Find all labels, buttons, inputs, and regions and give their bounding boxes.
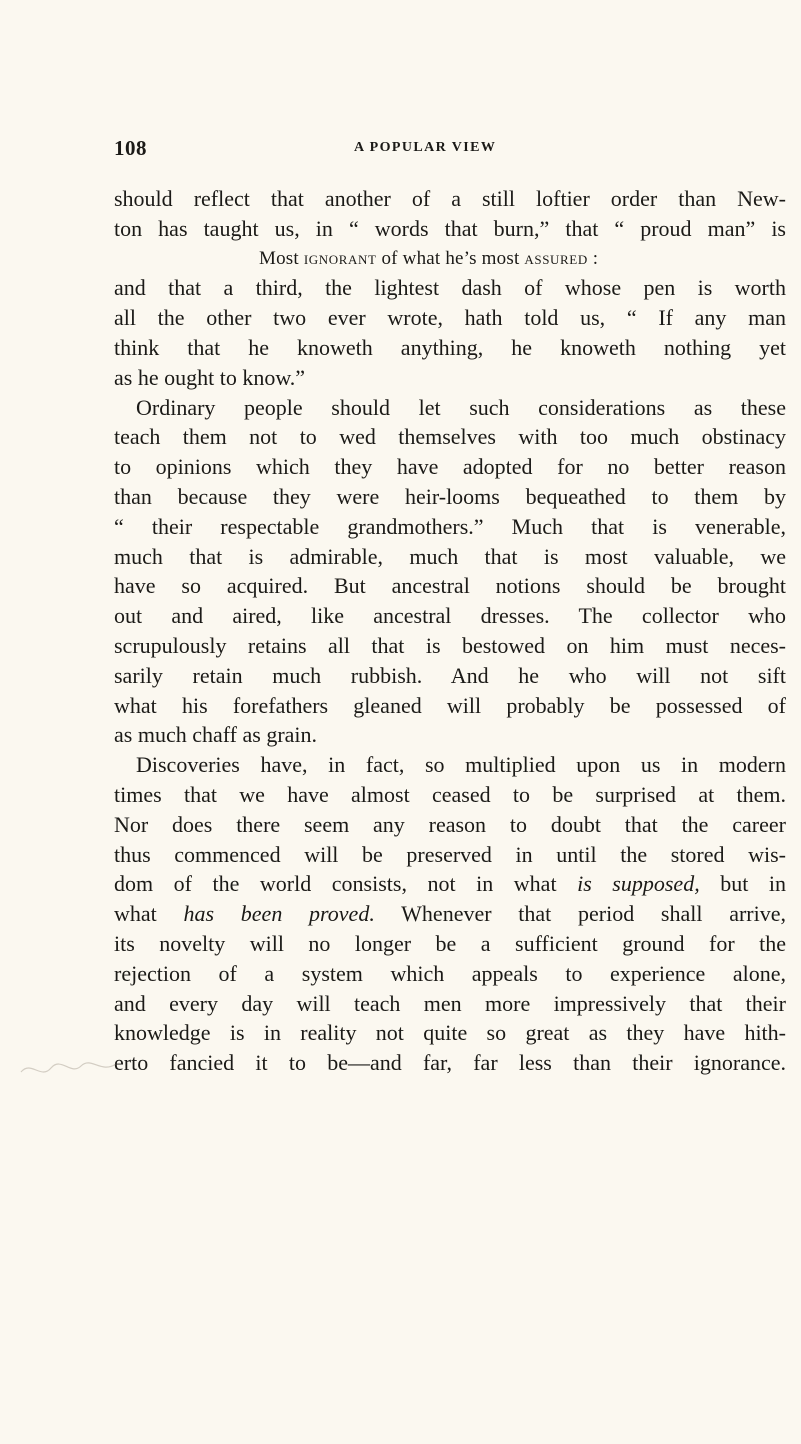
text-run: but in xyxy=(699,871,786,897)
quote-text: Most xyxy=(259,247,304,269)
text-line: ton has taught us, in “ words that burn,” that “ proud man” is xyxy=(114,215,786,241)
text-line: think that he knoweth anything, he knoweth nothing yet xyxy=(114,334,786,360)
bleed-through-mark xyxy=(16,1050,126,1090)
quote-small-caps: ignorant xyxy=(303,247,377,269)
text-line: “ their respectable grandmothers.” Much that is venerable, xyxy=(114,513,786,539)
text-line: times that we have almost ceased to be surprised at them. xyxy=(114,781,786,807)
running-title: A POPULAR VIEW xyxy=(354,140,497,155)
text-line: than because they were heir-looms bequeathed to them by xyxy=(114,483,786,509)
text-run: Whenever that period shall arrive, xyxy=(374,901,786,927)
text-line: out and aired, like ancestral dresses. The collector who xyxy=(114,603,786,629)
text-line: what his forefathers gleaned will probably be possessed of xyxy=(114,692,786,718)
text-line: as he ought to know.” xyxy=(114,364,306,390)
quote-small-caps: assured xyxy=(524,247,588,269)
running-head xyxy=(114,136,774,166)
body-text xyxy=(114,184,786,1078)
text-line: have so acquired. But ancestral notions should be brought xyxy=(114,573,786,599)
text-line: to opinions which they have adopted for no better reason xyxy=(114,454,786,480)
text-run: dom of the world consists, not in what xyxy=(114,871,578,897)
text-run: what xyxy=(114,901,184,927)
text-line: and that a third, the lightest dash of whose pen is worth xyxy=(114,275,786,301)
text-line: should reflect that another of a still loftier order than New- xyxy=(114,186,786,211)
text-line: scrupulously retains all that is bestowed on him must neces- xyxy=(114,632,786,658)
text-line: its novelty will no longer be a sufficient ground for the xyxy=(114,930,786,956)
text-line: as much chaff as grain. xyxy=(114,722,318,748)
text-line: all the other two ever wrote, hath told us, “ If any man xyxy=(114,305,786,331)
text-line: knowledge is in reality not quite so great as they have hith- xyxy=(114,1020,786,1046)
italic-text: is supposed, xyxy=(577,871,700,897)
page-number: 108 xyxy=(114,136,147,160)
text-line: Nor does there seem any reason to doubt that the career xyxy=(114,811,786,837)
text-line xyxy=(114,869,786,899)
text-line: erto fancied it to be—and far, far less than their ignorance. xyxy=(114,1050,786,1076)
quote-text: : xyxy=(587,247,599,269)
italic-text: has been proved. xyxy=(183,901,375,927)
paragraph-start: Discoveries have, in fact, so multiplied upon us in modern xyxy=(136,752,786,778)
text-line: thus commenced will be preserved in until the stored wis- xyxy=(114,841,786,867)
quote-text: of what he’s most xyxy=(376,247,525,269)
text-line: and every day will teach men more impressively that their xyxy=(114,990,786,1016)
paragraph-start: Ordinary people should let such considerations as these xyxy=(136,394,786,420)
text-line xyxy=(114,899,786,929)
verse-quotation xyxy=(114,244,786,274)
text-line: teach them not to wed themselves with too much obstinacy xyxy=(114,424,786,450)
text-line: rejection of a system which appeals to experience alone, xyxy=(114,960,786,986)
text-line: sarily retain much rubbish. And he who will not sift xyxy=(114,662,786,688)
text-line: much that is admirable, much that is most valuable, we xyxy=(114,543,786,569)
